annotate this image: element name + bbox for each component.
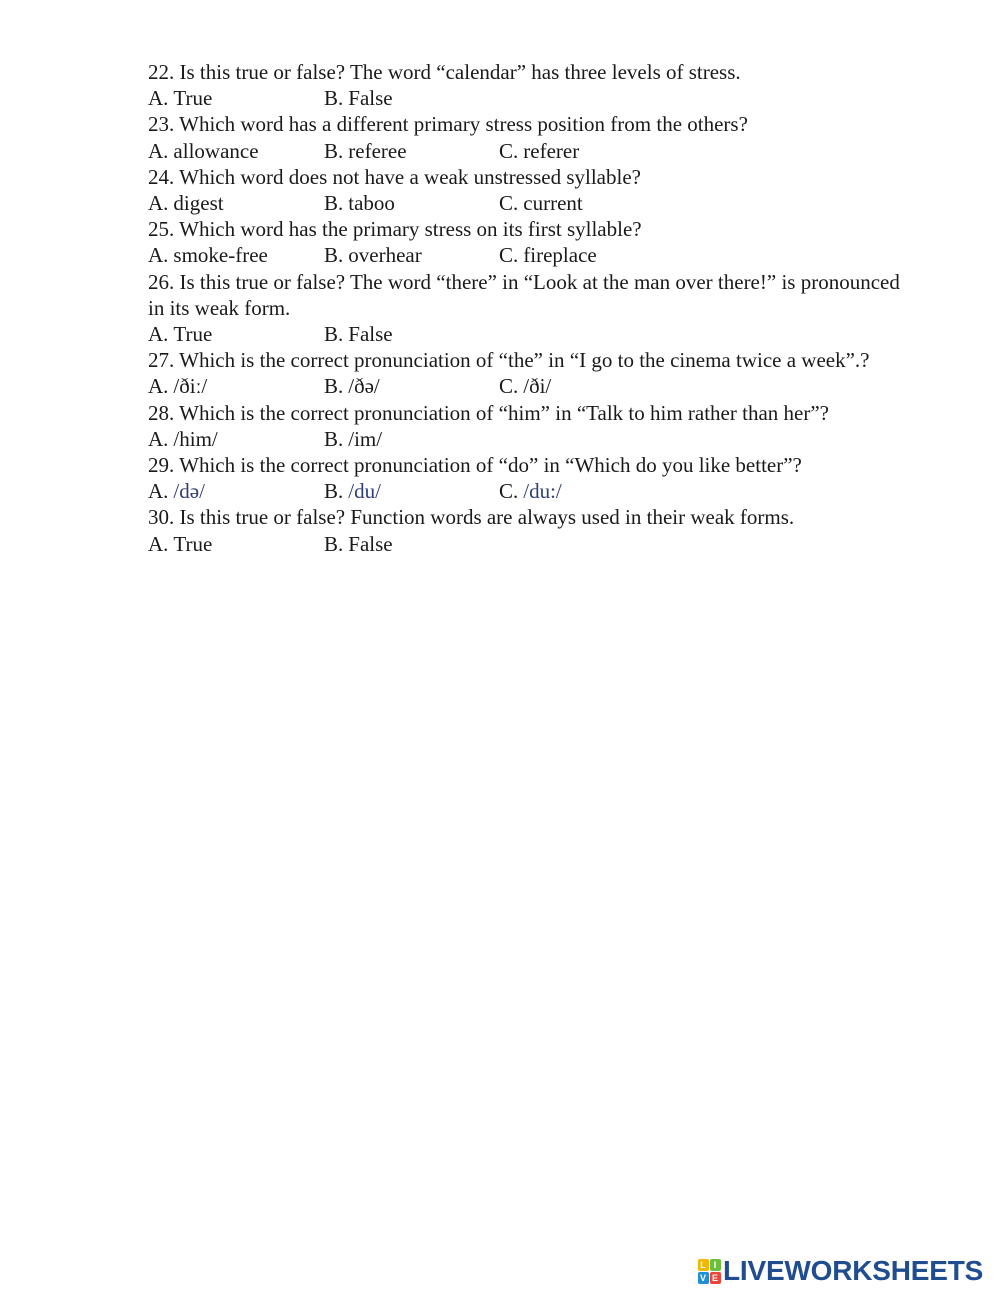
answer-option[interactable] [324,138,499,164]
answer-option[interactable] [148,426,324,452]
options-row [148,321,908,347]
option-letter: A. [148,374,169,399]
question-text: 24. Which word does not have a weak unstressed syllable? [148,164,641,189]
question-list [148,59,908,557]
question-text: 23. Which word has a different primary stress position from the others? [148,112,748,137]
options-row [148,373,908,399]
option-text: digest [173,191,224,216]
option-letter: C. [499,479,519,504]
question-text: 26. Is this true or false? The word “there” in “Look at the man over there!” is pronounced in its weak form. [148,269,900,320]
answer-option[interactable] [148,321,324,347]
options-row [148,138,908,164]
logo-tile: V [698,1272,709,1284]
option-text: current [523,191,583,216]
option-letter: B. [324,138,344,163]
option-text: allowance [173,138,259,163]
option-text: /ði/ [523,374,552,399]
option-letter: C. [499,191,519,216]
option-letter: A. [148,138,169,163]
option-text: referee [348,138,407,163]
option-letter: B. [324,322,344,347]
option-text: /du:/ [523,479,562,504]
option-text: /ðə/ [348,374,380,399]
option-text: smoke-free [173,243,268,268]
option-letter: B. [324,426,344,451]
option-letter: A. [148,479,169,504]
logo-tile: L [698,1259,709,1271]
answer-option[interactable] [148,85,324,111]
option-text: False [348,322,393,347]
options-row [148,242,908,268]
answer-option[interactable] [148,531,324,557]
options-row [148,426,908,452]
option-letter: B. [324,374,344,399]
worksheet [148,59,908,557]
answer-option[interactable] [324,190,499,216]
option-letter: A. [148,191,169,216]
option-text: /də/ [173,479,205,504]
option-letter: A. [148,86,169,111]
answer-option[interactable] [324,373,499,399]
question-text: 30. Is this true or false? Function words are always used in their weak forms. [148,505,795,530]
logo-tile: I [710,1259,721,1271]
option-text: fireplace [523,243,597,268]
answer-option[interactable] [148,478,324,504]
liveworksheets-logo-icon [697,1258,721,1284]
question-text: 25. Which word has the primary stress on its first syllable? [148,217,642,242]
option-letter: B. [324,531,344,556]
option-text: True [173,322,213,347]
question-text: 22. Is this true or false? The word “calendar” has three levels of stress. [148,60,741,84]
question-text: 27. Which is the correct pronunciation of “the” in “I go to the cinema twice a week”.? [148,348,870,373]
option-letter: B. [324,243,344,268]
option-text: /ðiː/ [173,374,208,399]
option-text: /him/ [173,426,218,451]
option-text: True [173,531,213,556]
option-letter: A. [148,531,169,556]
option-letter: A. [148,426,169,451]
answer-option[interactable] [324,242,499,268]
answer-option[interactable] [148,138,324,164]
logo-tile: E [710,1272,721,1284]
answer-option[interactable] [324,531,499,557]
option-text: referer [523,138,580,163]
answer-option[interactable] [324,321,499,347]
option-letter: C. [499,374,519,399]
question-text: 29. Which is the correct pronunciation of “do” in “Which do you like better”? [148,453,802,478]
answer-option[interactable] [324,426,499,452]
answer-option[interactable] [499,373,551,399]
option-text: True [173,86,213,111]
option-text: False [348,86,393,111]
answer-option[interactable] [148,242,324,268]
brand-name: LIVEWORKSHEETS [723,1255,984,1286]
option-letter: B. [324,86,344,111]
options-row [148,190,908,216]
option-letter: B. [324,191,344,216]
option-letter: C. [499,138,519,163]
answer-option[interactable] [148,373,324,399]
option-letter: A. [148,322,169,347]
option-text: /du/ [348,479,381,504]
answer-option[interactable] [499,242,597,268]
answer-option[interactable] [499,478,562,504]
answer-option[interactable] [148,190,324,216]
option-text: taboo [348,191,395,216]
answer-option[interactable] [324,85,499,111]
answer-option[interactable] [499,138,579,164]
answer-option[interactable] [324,478,499,504]
options-row [148,85,908,111]
options-row [148,478,908,504]
liveworksheets-logo [697,1255,983,1287]
option-text: overhear [348,243,422,268]
options-row [148,531,908,557]
option-letter: B. [324,479,344,504]
option-letter: A. [148,243,169,268]
option-text: /im/ [348,426,383,451]
option-text: False [348,531,393,556]
option-letter: C. [499,243,519,268]
answer-option[interactable] [499,190,583,216]
question-text: 28. Which is the correct pronunciation of “him” in “Talk to him rather than her”? [148,400,829,425]
